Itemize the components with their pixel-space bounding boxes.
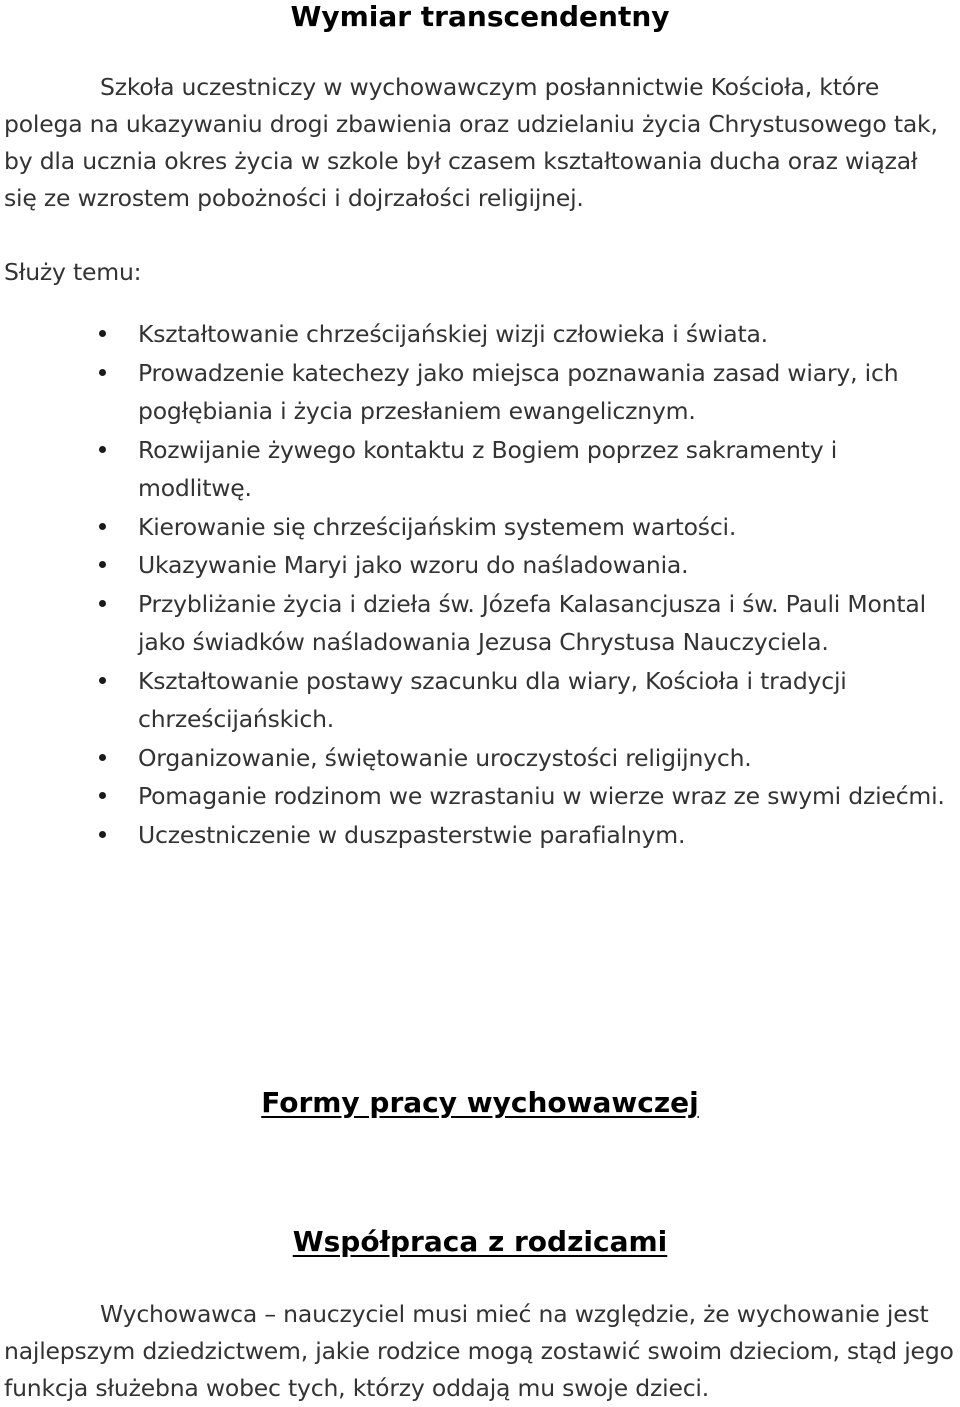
section-heading-forms: Formy pracy wychowawczej: [261, 1086, 699, 1119]
list-item: [0, 739, 960, 778]
list-item-text: Rozwijanie żywego kontaktu z Bogiem poprzez sakramenty i modlitwę.: [138, 435, 838, 502]
bullet-icon: [99, 446, 106, 453]
bullet-icon: [99, 561, 106, 568]
list-item-text: Prowadzenie katechezy jako miejsca poznawania zasad wiary, ich pogłębiania i życia przesłaniem ewangelicznym.: [138, 358, 899, 425]
list-item: [0, 662, 960, 739]
bullet-icon: [99, 677, 106, 684]
list-item-text: Kształtowanie chrześcijańskiej wizji człowieka i świata.: [138, 320, 768, 348]
parents-paragraph: Wychowawca – nauczyciel musi mieć na względzie, że wychowanie jest najlepszym dziedzictwem, jakie rodzice mogą zostawić swoim dzieciom, stąd jego funkcja służebna wobec tych, którzy oddają mu swoje dzieci.: [4, 1300, 954, 1402]
bullet-icon: [99, 831, 106, 838]
list-item-text: Pomaganie rodzinom we wzrastaniu w wierze wraz ze swymi dziećmi.: [138, 782, 945, 810]
list-item: [0, 777, 960, 816]
list-item: [0, 431, 960, 508]
bullet-icon: [99, 792, 106, 799]
section-heading-parents: Współpraca z rodzicami: [292, 1225, 668, 1258]
list-item: [0, 546, 960, 585]
list-item-text: Kształtowanie postawy szacunku dla wiary, Kościoła i tradycji chrześcijańskich.: [138, 666, 847, 733]
list-item-text: Uczestniczenie w duszpasterstwie parafialnym.: [138, 820, 686, 849]
intro-paragraph: Szkoła uczestniczy w wychowawczym posłannictwie Kościoła, które polega na ukazywaniu drogi zbawienia oraz udzielaniu życia Chrystusowego tak, by dla ucznia okres życia w szkole był czasem kształtowania ducha oraz wiązał się ze wzrostem pobożności i dojrzałości religijnej.: [4, 73, 938, 212]
bullet-icon: [99, 369, 106, 376]
bullet-icon: [99, 330, 106, 337]
list-item-text: Ukazywanie Maryi jako wzoru do naśladowania.: [138, 551, 689, 579]
list-item-text: Organizowanie, świętowanie uroczystości religijnych.: [138, 743, 752, 772]
bullet-icon: [99, 754, 106, 761]
bullet-list: [0, 315, 960, 854]
list-item: [0, 508, 960, 547]
serves-label: Służy temu:: [4, 258, 142, 286]
list-item: [0, 585, 960, 662]
list-item-text: Kierowanie się chrześcijańskim systemem wartości.: [138, 512, 737, 541]
list-item: [0, 354, 960, 431]
list-item: [0, 816, 960, 855]
section-heading-transcendent: Wymiar transcendentny: [290, 0, 670, 33]
bullet-icon: [99, 600, 106, 607]
list-item-text: Przybliżanie życia i dzieła św. Józefa Kalasancjusza i św. Pauli Montal jako świadków naśladowania Jezusa Chrystusa Nauczyciela.: [138, 589, 926, 656]
list-item: [0, 315, 960, 354]
bullet-icon: [99, 523, 106, 530]
